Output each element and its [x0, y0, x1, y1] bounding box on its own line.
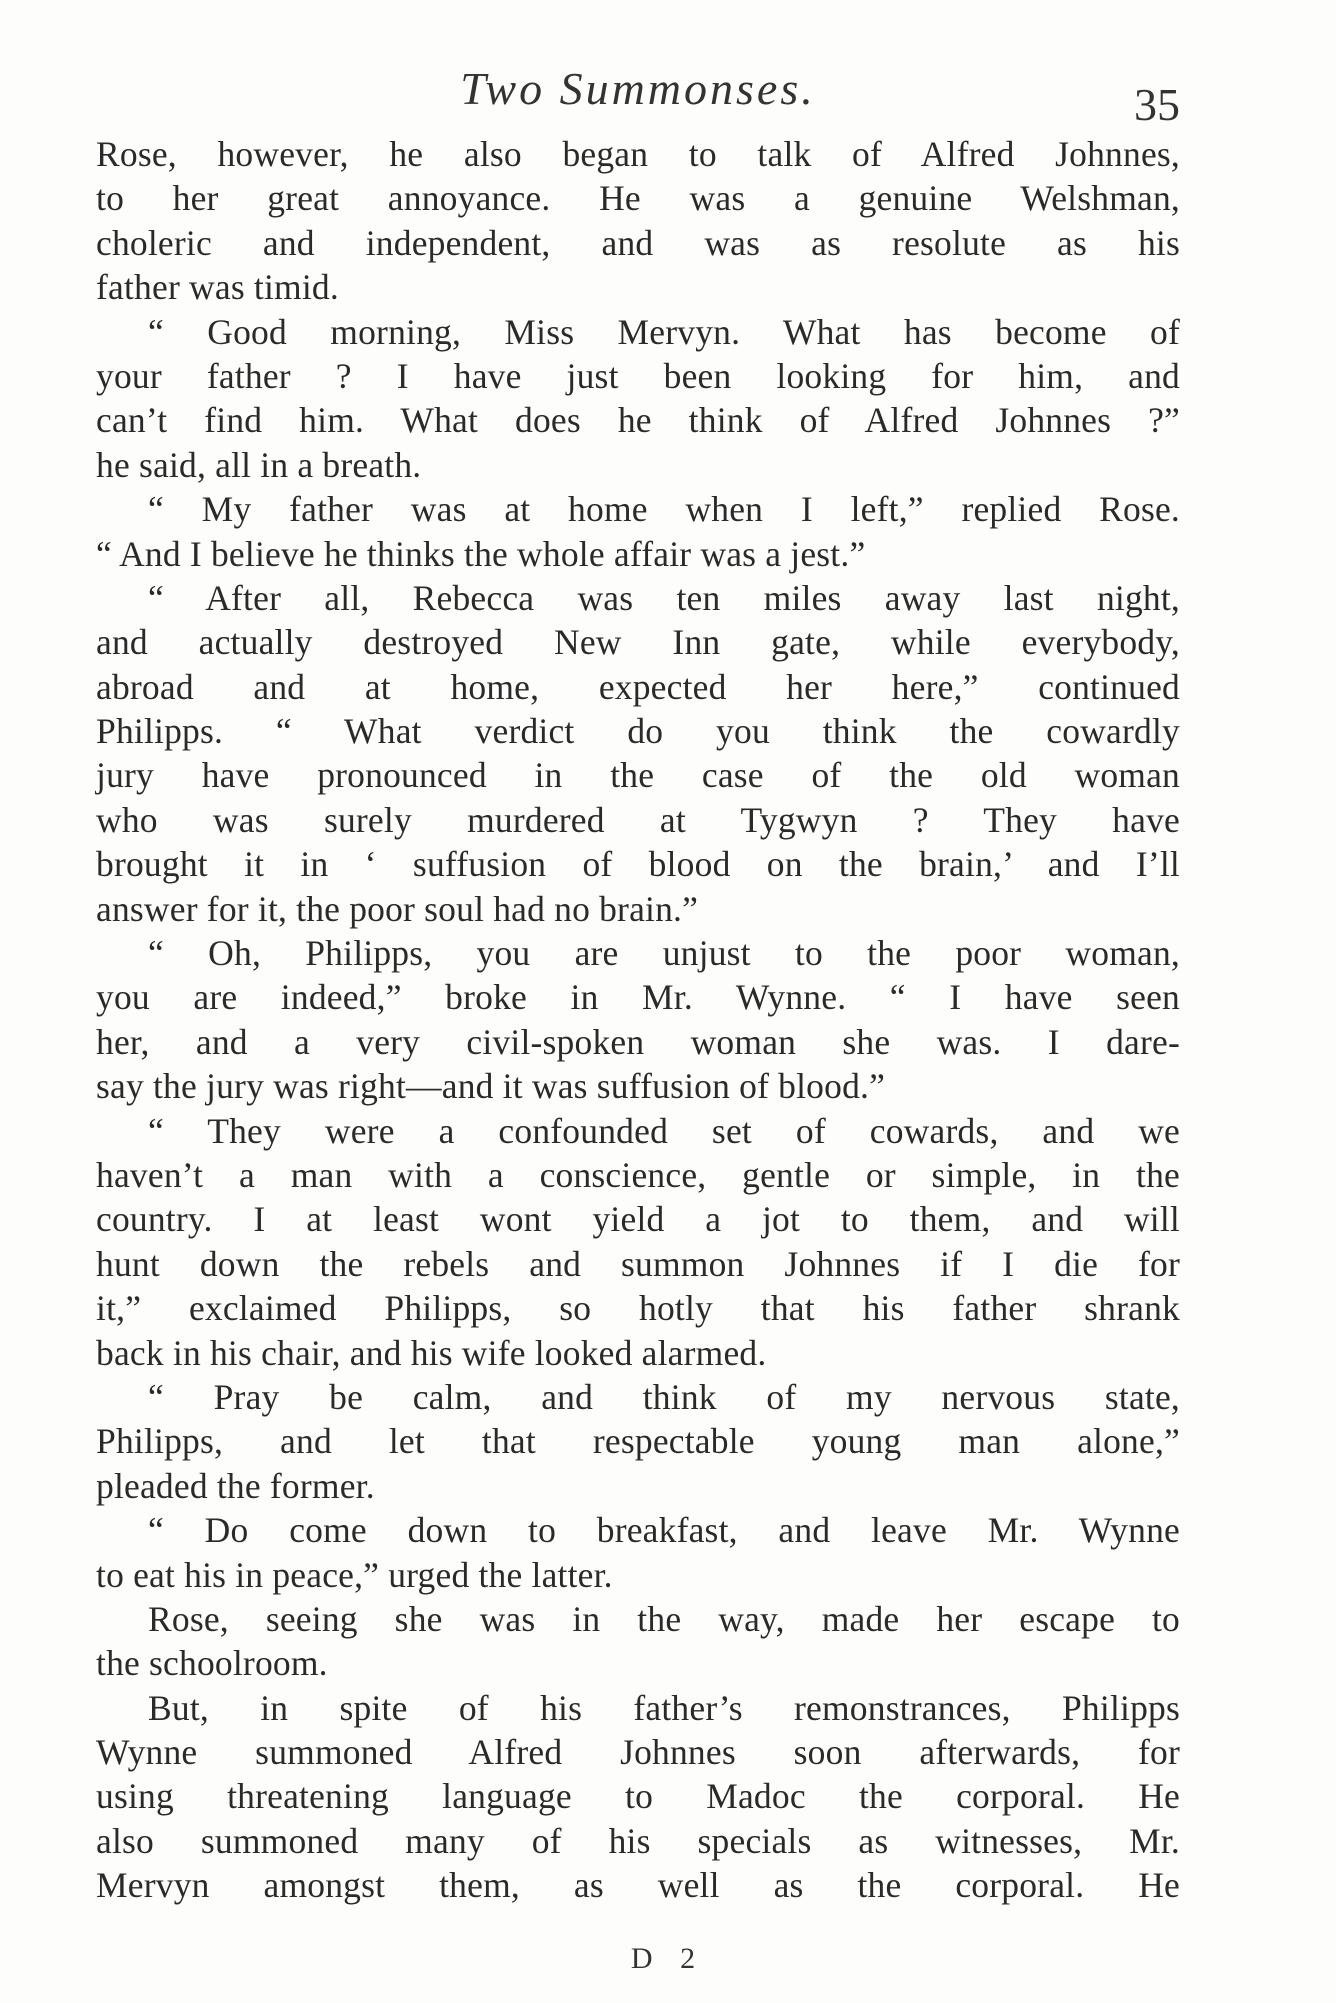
- page-number: 35: [1134, 79, 1180, 130]
- text-line: “ My father was at home when I left,” replied Rose.: [148, 489, 1180, 530]
- text-line: can’t find him. What does he think of Alfred Johnnes ?”: [96, 400, 1180, 441]
- text-line: Rose, however, he also began to talk of Alfred Johnnes,: [96, 134, 1180, 174]
- text-line: haven’t a man with a conscience, gentle or simple, in the: [96, 1154, 1180, 1195]
- text-line: your father ? I have just been looking for him, and: [96, 355, 1180, 396]
- text-line: abroad and at home, expected her here,” continued: [96, 666, 1180, 707]
- text-line: pleaded the former.: [96, 1465, 375, 1506]
- text-line: Wynne summoned Alfred Johnnes soon afterwards, for: [96, 1732, 1180, 1773]
- text-line: “ Do come down to breakfast, and leave Mr. Wynne: [148, 1510, 1180, 1551]
- signature-mark: D 2: [630, 1942, 706, 1975]
- text-line: “ And I believe he thinks the whole affair was a jest.”: [96, 533, 866, 574]
- text-line: jury have pronounced in the case of the old woman: [96, 755, 1180, 796]
- text-line: country. I at least wont yield a jot to them, and will: [96, 1199, 1180, 1240]
- running-head: [96, 50, 1180, 130]
- text-line: choleric and independent, and was as resolute as his: [96, 222, 1180, 263]
- body-text: [96, 132, 1180, 1908]
- text-line: you are indeed,” broke in Mr. Wynne. “ I have seen: [96, 977, 1180, 1018]
- text-line: to her great annoyance. He was a genuine Welshman,: [96, 178, 1180, 219]
- text-line: the schoolroom.: [96, 1643, 328, 1684]
- text-line: Rose, seeing she was in the way, made her escape to: [148, 1598, 1180, 1639]
- text-line: “ Good morning, Miss Mervyn. What has become of: [148, 311, 1180, 352]
- text-line: Philipps, and let that respectable young man alone,”: [96, 1421, 1180, 1462]
- text-line: father was timid.: [96, 267, 339, 308]
- text-line: “ After all, Rebecca was ten miles away last night,: [148, 577, 1180, 618]
- text-line: Philipps. “ What verdict do you think the cowardly: [96, 711, 1180, 752]
- text-line: hunt down the rebels and summon Johnnes if I die for: [96, 1243, 1180, 1284]
- text-line: he said, all in a breath.: [96, 444, 422, 485]
- text-line: who was surely murdered at Tygwyn ? They have: [96, 799, 1180, 840]
- text-line: “ Pray be calm, and think of my nervous state,: [148, 1376, 1180, 1417]
- text-line: also summoned many of his specials as witnesses, Mr.: [96, 1820, 1180, 1861]
- running-title: Two Summonses.: [460, 63, 816, 114]
- text-line: to eat his in peace,” urged the latter.: [96, 1554, 613, 1595]
- text-line: brought it in ‘ suffusion of blood on the brain,’ and I’ll: [96, 844, 1180, 885]
- text-line: and actually destroyed New Inn gate, while everybody,: [96, 622, 1180, 663]
- text-line: it,” exclaimed Philipps, so hotly that his father shrank: [96, 1288, 1180, 1329]
- text-line: say the jury was right—and it was suffusion of blood.”: [96, 1066, 886, 1107]
- text-line: using threatening language to Madoc the corporal. He: [96, 1776, 1180, 1817]
- text-line: Mervyn amongst them, as well as the corporal. He: [96, 1865, 1180, 1906]
- text-line: her, and a very civil-spoken woman she was. I dare-: [96, 1021, 1180, 1062]
- text-line: answer for it, the poor soul had no brain.”: [96, 888, 699, 929]
- text-line: “ Oh, Philipps, you are unjust to the poor woman,: [148, 933, 1180, 974]
- text-line: back in his chair, and his wife looked alarmed.: [96, 1332, 767, 1373]
- text-line: But, in spite of his father’s remonstrances, Philipps: [148, 1687, 1180, 1728]
- text-line: “ They were a confounded set of cowards, and we: [148, 1110, 1180, 1151]
